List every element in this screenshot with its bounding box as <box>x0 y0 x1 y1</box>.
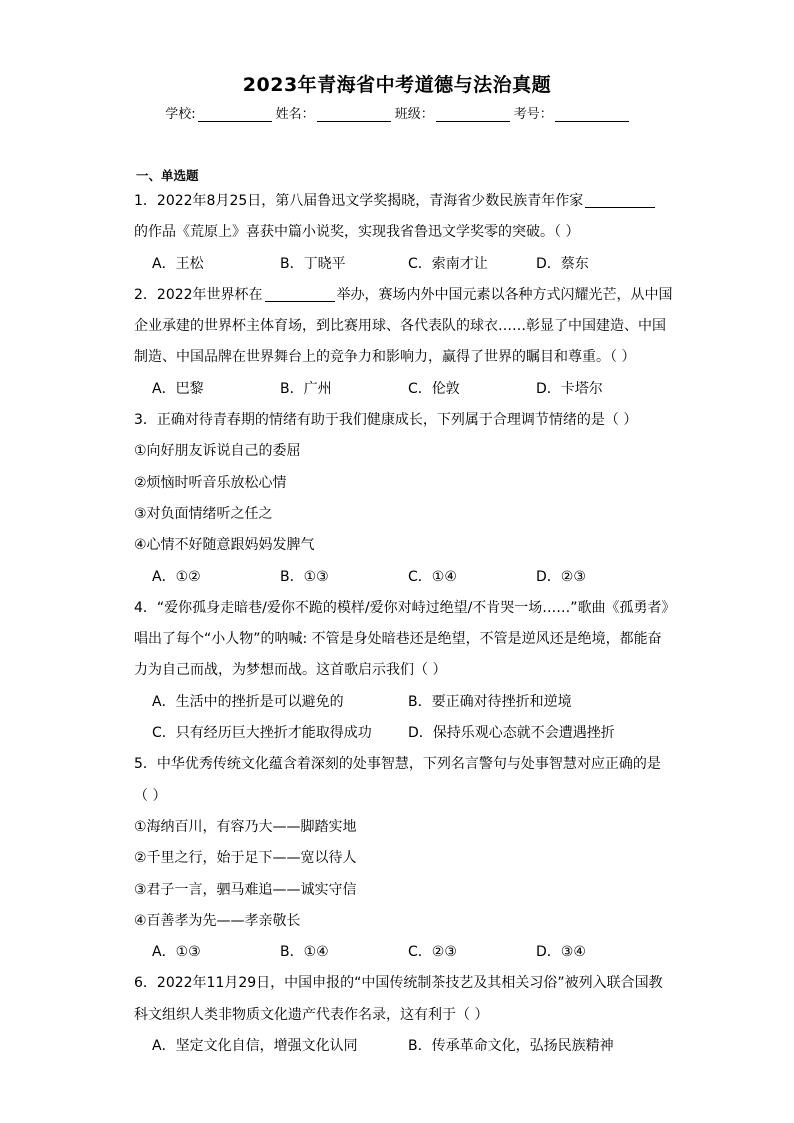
q3-item-4: ④心情不好随意跟妈妈发脾气 <box>134 537 315 554</box>
exam-no-field <box>514 103 629 122</box>
q2-options <box>134 374 664 405</box>
q5-line-2: （ ） <box>134 787 167 804</box>
q4-options-row-2 <box>134 718 664 749</box>
q2-option-b[interactable]: B．广州 <box>280 380 332 397</box>
q2-blank <box>265 285 335 302</box>
page-title: 2023年青海省中考道德与法治真题 <box>242 74 552 96</box>
q2-line-2: 企业承建的世界杯主体育场，到比赛用球、各代表队的球衣……彰显了中国建造、中国 <box>134 318 666 335</box>
q1-blank <box>585 191 655 208</box>
q3-item-1: ①向好朋友诉说自己的委屈 <box>134 443 301 460</box>
school-label: 学校: <box>165 107 196 122</box>
q2-option-c[interactable]: C．伦敦 <box>408 380 460 397</box>
q4-line-3: 力为自己而战，为梦想而战。这首歌启示我们（ ） <box>134 662 447 679</box>
q3-options <box>134 562 664 593</box>
q5-item-4: ④百善孝为先——孝亲敬长 <box>134 912 301 929</box>
q5-item-2: ②千里之行，始于足下——宽以待人 <box>134 850 357 867</box>
name-field <box>276 103 391 122</box>
q2-text-1a: 2．2022年世界杯在 <box>134 286 263 303</box>
questions <box>134 186 676 1062</box>
q4-line-1: 4．“爱你孤身走暗巷/爱你不跪的模样/爱你对峙过绝望/不肯哭一场……”歌曲《孤勇者》 <box>134 599 676 616</box>
q3-item-2: ②烦恼时听音乐放松心情 <box>134 474 287 491</box>
q4-option-b[interactable]: B．要正确对待挫折和逆境 <box>408 693 572 710</box>
class-label: 班级： <box>394 107 434 122</box>
q1-option-d[interactable]: D．蔡东 <box>536 255 589 272</box>
q6-line-2: 科文组织人类非物质文化遗产代表作名录，这有利于（ ） <box>134 1006 489 1023</box>
q6-option-a[interactable]: A．坚定文化自信，增强文化认同 <box>152 1038 358 1055</box>
q2-option-d[interactable]: D．卡塔尔 <box>536 380 603 397</box>
q1-option-b[interactable]: B．丁晓平 <box>280 255 346 272</box>
class-blank <box>436 107 510 122</box>
q4-option-c[interactable]: C．只有经历巨大挫折才能取得成功 <box>152 725 372 742</box>
q1-option-a[interactable]: A．王松 <box>152 255 204 272</box>
school-blank <box>198 107 272 122</box>
section-heading: 一、单选题 <box>136 168 199 183</box>
exam-no-label: 考号： <box>513 107 553 122</box>
q3-option-b[interactable]: B．①③ <box>280 568 329 585</box>
student-info-row <box>0 103 794 122</box>
q3-option-d[interactable]: D．②③ <box>536 568 586 585</box>
q2-line-1 <box>134 280 673 311</box>
name-label: 姓名： <box>275 107 315 122</box>
q5-item-1: ①海纳百川，有容乃大——脚踏实地 <box>134 818 357 835</box>
q6-options-row-1 <box>134 1031 664 1062</box>
q2-text-1b: 举办，赛场内外中国元素以各种方式闪耀光芒，从中国 <box>336 286 673 303</box>
q3-option-a[interactable]: A．①② <box>152 568 201 585</box>
q5-option-c[interactable]: C．②③ <box>408 944 457 961</box>
exam-no-blank <box>555 107 629 122</box>
q2-option-a[interactable]: A．巴黎 <box>152 380 204 397</box>
q6-option-b[interactable]: B．传承革命文化，弘扬民族精神 <box>408 1038 614 1055</box>
q3-item-3: ③对负面情绪听之任之 <box>134 505 273 522</box>
q4-option-a[interactable]: A．生活中的挫折是可以避免的 <box>152 693 344 710</box>
q5-option-b[interactable]: B．①④ <box>280 944 329 961</box>
q1-line-2: 的作品《荒原上》喜获中篇小说奖，实现我省鲁迅文学奖零的突破。（ ） <box>134 224 580 241</box>
school-field <box>165 103 271 122</box>
class-field <box>395 103 510 122</box>
q5-option-a[interactable]: A．①③ <box>152 944 201 961</box>
name-blank <box>317 107 391 122</box>
q3-line-1: 3．正确对待青春期的情绪有助于我们健康成长，下列属于合理调节情绪的是（ ） <box>134 412 638 429</box>
q2-line-3: 制造、中国品牌在世界舞台上的竞争力和影响力，赢得了世界的瞩目和尊重。（ ） <box>134 349 636 366</box>
q5-line-1: 5．中华优秀传统文化蕴含着深刻的处事智慧，下列名言警句与处事智慧对应正确的是 <box>134 756 661 773</box>
q5-option-d[interactable]: D．③④ <box>536 944 586 961</box>
q5-options <box>134 937 664 968</box>
q3-option-c[interactable]: C．①④ <box>408 568 457 585</box>
q6-line-1: 6．2022年11月29日，中国申报的“中国传统制茶技艺及其相关习俗”被列入联合国教 <box>134 975 663 992</box>
q4-line-2: 唱出了每个“小人物”的呐喊: 不管是身处暗巷还是绝望，不管是逆风还是绝境，都能奋 <box>134 631 662 648</box>
q1-option-c[interactable]: C．索南才让 <box>408 255 488 272</box>
q4-option-d[interactable]: D．保持乐观心态就不会遭遇挫折 <box>408 725 615 742</box>
q1-options <box>134 249 664 280</box>
q4-options-row-1 <box>134 687 664 718</box>
q1-line-1 <box>134 186 664 217</box>
q1-text-1: 1．2022年8月25日，第八届鲁迅文学奖揭晓，青海省少数民族青年作家 <box>134 193 584 209</box>
q5-item-3: ③君子一言，驷马难追——诚实守信 <box>134 881 357 898</box>
